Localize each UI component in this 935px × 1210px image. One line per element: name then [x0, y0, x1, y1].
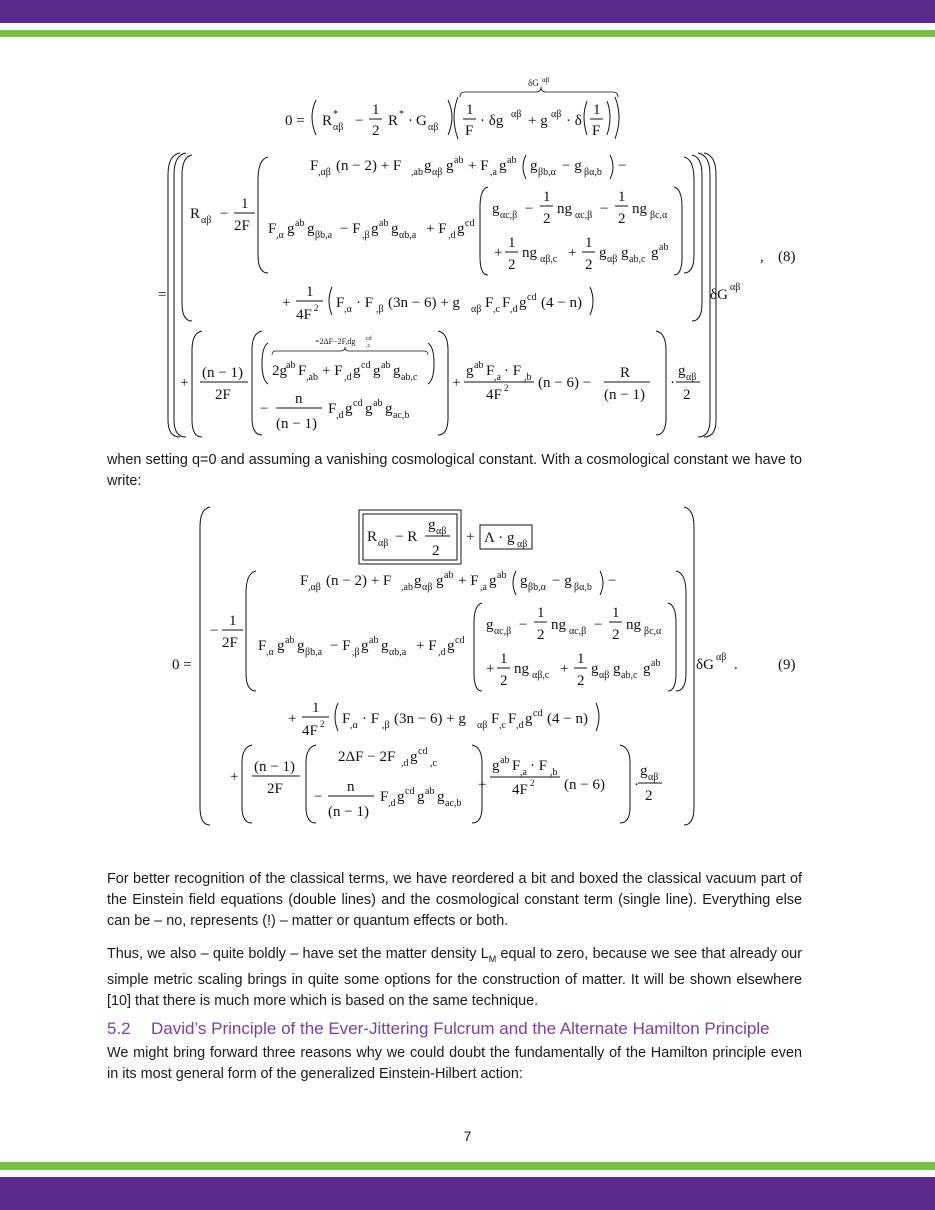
svg-text:1: 1: [577, 651, 585, 667]
svg-text:cd: cd: [418, 746, 428, 757]
eq9-period: .: [734, 657, 738, 673]
svg-text:g: g: [307, 221, 315, 237]
svg-text:1: 1: [585, 235, 593, 251]
svg-text:2F: 2F: [215, 387, 231, 403]
svg-text:cd: cd: [366, 336, 372, 342]
svg-text:ng: ng: [626, 617, 641, 633]
svg-text:g: g: [530, 158, 538, 174]
svg-text:1: 1: [229, 613, 237, 629]
svg-text:ab: ab: [373, 398, 383, 409]
svg-text:F: F: [491, 711, 500, 727]
svg-text:βb,α: βb,α: [538, 167, 556, 178]
svg-text:g: g: [613, 661, 621, 677]
svg-text:βc,α: βc,α: [650, 210, 668, 221]
svg-text:−: −: [618, 158, 627, 174]
svg-text:αβ: αβ: [378, 538, 389, 549]
svg-text:g: g: [599, 245, 607, 261]
svg-text:0 =: 0 =: [285, 113, 305, 129]
svg-text:ab: ab: [295, 218, 305, 229]
svg-text:,αβ: ,αβ: [308, 582, 321, 593]
svg-text:+: +: [568, 245, 577, 261]
svg-text:ab: ab: [659, 242, 669, 253]
section-heading: [107, 1019, 807, 1039]
svg-text:4F: 4F: [512, 782, 528, 798]
svg-text:g: g: [297, 638, 305, 654]
svg-text:αβ: αβ: [716, 652, 727, 663]
svg-text:g: g: [643, 661, 651, 677]
svg-text:αβ: αβ: [428, 122, 439, 133]
svg-text:·: ·: [408, 113, 413, 129]
svg-text:+: +: [282, 295, 291, 311]
svg-text:· δg: · δg: [480, 113, 504, 129]
eq9-delta-g: δG: [696, 657, 714, 673]
svg-text:1: 1: [543, 189, 551, 205]
svg-text:*: *: [333, 109, 338, 120]
svg-text:−: −: [594, 617, 603, 633]
paragraph-matter-density: [107, 944, 802, 1012]
svg-text:ab: ab: [379, 218, 389, 229]
paragraph-text: when setting q=0 and assuming a vanishing cosmological constant. With a cosmological constant we have to write:: [107, 452, 802, 489]
svg-text:−: −: [314, 789, 323, 805]
svg-text:1: 1: [312, 700, 320, 716]
footer-purple-bar: [0, 1177, 935, 1210]
svg-text:g: g: [519, 295, 527, 311]
svg-text:+: +: [486, 661, 495, 677]
footer-green-stripe: [0, 1162, 935, 1170]
svg-text:+ F: + F: [468, 158, 489, 174]
svg-text:− F: − F: [340, 221, 361, 237]
svg-text:,β: ,β: [352, 647, 360, 658]
svg-text:,αβ: ,αβ: [318, 167, 331, 178]
svg-text:g: g: [446, 158, 454, 174]
svg-text:ab: ab: [474, 360, 484, 371]
svg-text:,d: ,d: [388, 798, 396, 809]
svg-text:2ΔF − 2F: 2ΔF − 2F: [338, 749, 396, 765]
svg-text:cd: cd: [405, 786, 415, 797]
svg-text:F: F: [508, 711, 517, 727]
svg-text:−: −: [260, 401, 269, 417]
svg-text:g: g: [391, 221, 399, 237]
svg-text:2: 2: [683, 387, 691, 403]
svg-text:αβ: αβ: [511, 109, 522, 120]
svg-text:−: −: [600, 201, 609, 217]
svg-text:F: F: [592, 123, 601, 139]
svg-text:− g: − g: [562, 158, 582, 174]
svg-text:αc,β: αc,β: [500, 210, 518, 221]
svg-text:(n − 2) + F: (n − 2) + F: [336, 158, 402, 174]
svg-text:cd: cd: [533, 708, 543, 719]
svg-text:F: F: [310, 158, 319, 174]
svg-text:+ F: + F: [426, 221, 447, 237]
svg-text:(n − 2) + F: (n − 2) + F: [326, 573, 392, 589]
svg-text:g: g: [287, 221, 295, 237]
svg-text:ng: ng: [557, 201, 572, 217]
svg-text:ab: ab: [381, 360, 391, 371]
svg-text:0 =: 0 =: [172, 657, 192, 673]
svg-text:1: 1: [241, 196, 249, 212]
svg-text:αb,a: αb,a: [389, 647, 407, 658]
svg-text:,β: ,β: [376, 304, 384, 315]
svg-text:g: g: [499, 158, 507, 174]
svg-text:g: g: [373, 363, 381, 379]
svg-text:+: +: [466, 529, 475, 545]
svg-text:+: +: [180, 375, 189, 391]
svg-text:g: g: [381, 638, 389, 654]
svg-text:,ab: ,ab: [411, 167, 423, 178]
svg-text:+ F: + F: [322, 363, 343, 379]
svg-text:2: 2: [530, 778, 535, 788]
svg-text:cd: cd: [465, 218, 475, 229]
svg-text:−: −: [210, 623, 219, 639]
svg-text:R: R: [388, 113, 399, 129]
svg-text:g: g: [393, 363, 401, 379]
svg-text:ab: ab: [454, 155, 464, 166]
svg-text:g: g: [437, 789, 445, 805]
svg-text:·: ·: [670, 375, 675, 391]
svg-text:g: g: [424, 158, 432, 174]
svg-text:g: g: [489, 573, 497, 589]
svg-text:ab: ab: [500, 755, 510, 766]
svg-text:− g: − g: [552, 573, 572, 589]
svg-text:,a: ,a: [480, 582, 487, 593]
svg-text:g: g: [486, 617, 494, 633]
svg-text:*: *: [399, 109, 404, 120]
svg-text:F: F: [512, 758, 521, 774]
svg-text:F: F: [465, 123, 474, 139]
svg-text:ab: ab: [425, 786, 435, 797]
svg-text:ab: ab: [286, 360, 296, 371]
svg-text:2: 2: [577, 673, 585, 689]
svg-text:,d: ,d: [448, 230, 456, 241]
svg-text:ng: ng: [551, 617, 566, 633]
eq8-number: (8): [778, 249, 796, 265]
svg-text:2F: 2F: [267, 781, 283, 797]
svg-text:2: 2: [320, 719, 325, 729]
svg-text:+: +: [230, 769, 239, 785]
svg-text:αc,β: αc,β: [494, 626, 512, 637]
svg-text:4F: 4F: [296, 307, 312, 323]
svg-text:,a: ,a: [490, 167, 497, 178]
svg-text:+ F: + F: [416, 638, 437, 654]
svg-text:g: g: [345, 401, 353, 417]
svg-text:2: 2: [543, 211, 551, 227]
svg-text:g: g: [520, 573, 528, 589]
svg-text:· F: · F: [530, 758, 548, 774]
svg-text:αβ: αβ: [333, 122, 344, 133]
svg-text:ac,b: ac,b: [393, 410, 410, 421]
svg-text:αβ: αβ: [686, 372, 697, 383]
svg-text:· F: · F: [504, 363, 522, 379]
svg-text:ab,c: ab,c: [629, 254, 646, 265]
svg-text:ab: ab: [444, 570, 454, 581]
svg-text:g: g: [361, 638, 369, 654]
svg-text:1: 1: [618, 189, 626, 205]
svg-text:2: 2: [314, 303, 319, 313]
svg-text:R: R: [367, 529, 378, 545]
svg-text:ab: ab: [497, 570, 507, 581]
svg-text:F: F: [300, 573, 309, 589]
svg-text:g: g: [640, 763, 648, 779]
paragraph-recognition: [107, 869, 802, 932]
svg-text:+: +: [560, 661, 569, 677]
svg-text:αβ: αβ: [477, 720, 488, 731]
svg-text:+: +: [288, 711, 297, 727]
svg-text:,α: ,α: [350, 720, 358, 731]
svg-text:1: 1: [612, 605, 620, 621]
svg-text:1: 1: [372, 102, 380, 118]
svg-text:2: 2: [618, 211, 626, 227]
svg-text:2F: 2F: [222, 635, 238, 651]
svg-text:βb,α: βb,α: [528, 582, 546, 593]
svg-text:ng: ng: [632, 201, 647, 217]
paragraph-hamilton: [107, 1043, 802, 1085]
eq9-number: (9): [778, 657, 796, 673]
svg-text:,a: ,a: [520, 767, 527, 778]
svg-text:2: 2: [500, 673, 508, 689]
svg-text:2g: 2g: [272, 363, 287, 379]
svg-text:2: 2: [372, 123, 380, 139]
svg-text:ab: ab: [369, 635, 379, 646]
svg-text:1: 1: [537, 605, 545, 621]
svg-text:αβ: αβ: [422, 582, 433, 593]
section-number: 5.2: [107, 1019, 131, 1038]
svg-text:g: g: [365, 401, 373, 417]
svg-text:F: F: [268, 221, 277, 237]
svg-text:αβ: αβ: [517, 539, 528, 550]
svg-text:1: 1: [500, 651, 508, 667]
svg-text:· F: · F: [362, 711, 380, 727]
svg-text:F: F: [258, 638, 267, 654]
svg-text:cd: cd: [455, 635, 465, 646]
svg-text:R: R: [322, 113, 333, 129]
svg-text:g: g: [397, 789, 405, 805]
svg-text:F: F: [328, 401, 337, 417]
svg-text:n: n: [347, 779, 355, 795]
svg-text:−: −: [525, 201, 534, 217]
svg-text:g: g: [385, 401, 393, 417]
header-purple-bar: [0, 0, 935, 23]
svg-text:,α: ,α: [344, 304, 352, 315]
svg-text:,d: ,d: [438, 647, 446, 658]
svg-text:g: g: [436, 573, 444, 589]
svg-text:−: −: [220, 206, 229, 222]
svg-text:g: g: [277, 638, 285, 654]
svg-text:αβ,c: αβ,c: [532, 670, 550, 681]
svg-text:βb,a: βb,a: [305, 647, 323, 658]
svg-text:−: −: [608, 573, 617, 589]
svg-text:g: g: [492, 758, 500, 774]
svg-text:1: 1: [306, 284, 314, 300]
svg-text:δG: δG: [710, 287, 728, 303]
svg-text:F: F: [342, 711, 351, 727]
svg-text:=: =: [158, 287, 167, 303]
svg-text:F: F: [336, 295, 345, 311]
svg-text:4F: 4F: [486, 387, 502, 403]
paragraph-text: For better recognition of the classical terms, we have reordered a bit and boxed the classical vacuum part of the Einstein field equations (double lines) and the cosmological constant term (single line). Everything else can be – no, represents (!) – matter or quantum effects or both.: [107, 871, 802, 929]
svg-text:R: R: [190, 206, 201, 222]
svg-text:− R: − R: [395, 529, 418, 545]
svg-text:cd: cd: [353, 398, 363, 409]
svg-text:αβ: αβ: [471, 304, 482, 315]
svg-text:,ab: ,ab: [401, 582, 413, 593]
svg-text:(n − 1): (n − 1): [276, 416, 317, 432]
svg-text:αc,β: αc,β: [569, 626, 587, 637]
svg-text:,b: ,b: [524, 372, 532, 383]
svg-text:,d: ,d: [344, 372, 352, 383]
svg-text:+: +: [494, 245, 503, 261]
svg-text:cd: cd: [361, 360, 371, 371]
svg-text:,d: ,d: [401, 758, 409, 769]
svg-text:(n − 1): (n − 1): [328, 804, 369, 820]
svg-text:ab: ab: [507, 155, 517, 166]
svg-text:βc,α: βc,α: [644, 626, 662, 637]
svg-text:ng: ng: [522, 245, 537, 261]
svg-text:· δ: · δ: [566, 113, 582, 129]
svg-text:βα,b: βα,b: [574, 582, 592, 593]
svg-text:,c: ,c: [499, 720, 506, 731]
svg-text:· F: · F: [356, 295, 374, 311]
svg-text:(n − 6) −: (n − 6) −: [538, 375, 592, 391]
svg-text:g: g: [353, 363, 361, 379]
svg-text:(n − 1): (n − 1): [202, 365, 243, 381]
svg-text:n: n: [295, 391, 303, 407]
svg-text:1: 1: [466, 102, 474, 118]
svg-text:αβ: αβ: [607, 254, 618, 265]
svg-text:2: 2: [508, 257, 516, 273]
svg-text:,b: ,b: [550, 767, 558, 778]
svg-text:2: 2: [612, 627, 620, 643]
svg-text:R: R: [620, 365, 631, 381]
svg-text:+ g: + g: [528, 113, 548, 129]
svg-text:−: −: [355, 113, 364, 129]
svg-text:2: 2: [432, 543, 440, 559]
svg-text:(3n − 6) + g: (3n − 6) + g: [388, 295, 460, 311]
svg-text:F: F: [486, 363, 495, 379]
svg-text:ab: ab: [651, 658, 661, 669]
svg-text:βb,a: βb,a: [315, 230, 333, 241]
svg-text:(4 − n): (4 − n): [541, 295, 582, 311]
svg-text:·: ·: [634, 777, 639, 793]
svg-text:g: g: [621, 245, 629, 261]
svg-text:αβ: αβ: [599, 670, 610, 681]
svg-text:G: G: [416, 113, 427, 129]
svg-text:=2ΔF−2F,dg: =2ΔF−2F,dg: [315, 337, 356, 346]
svg-text:,ab: ,ab: [306, 372, 318, 383]
svg-text:Λ · g: Λ · g: [484, 530, 515, 546]
svg-text:− F: − F: [330, 638, 351, 654]
svg-text:g: g: [466, 363, 474, 379]
svg-text:F: F: [380, 789, 389, 805]
svg-text:2F: 2F: [234, 218, 250, 234]
svg-text:ac,b: ac,b: [445, 798, 462, 809]
svg-text:g: g: [525, 711, 533, 727]
header-green-stripe: [0, 30, 935, 37]
svg-text:g: g: [414, 573, 422, 589]
svg-text:ab,c: ab,c: [621, 670, 638, 681]
svg-text:g: g: [371, 221, 379, 237]
svg-text:,β: ,β: [382, 720, 390, 731]
svg-text:2: 2: [537, 627, 545, 643]
svg-text:(n − 6): (n − 6): [564, 777, 605, 793]
svg-text:αβ: αβ: [432, 167, 443, 178]
svg-text:g: g: [447, 638, 455, 654]
svg-text:2: 2: [585, 257, 593, 273]
svg-text:F: F: [502, 295, 511, 311]
svg-text:+: +: [452, 375, 461, 391]
svg-text:,c: ,c: [430, 758, 437, 769]
equation-9: [110, 505, 810, 830]
svg-text:αβ: αβ: [436, 526, 447, 537]
svg-text:,d: ,d: [336, 410, 344, 421]
svg-text:1: 1: [593, 102, 601, 118]
svg-text:,α: ,α: [266, 647, 274, 658]
svg-text:F: F: [485, 295, 494, 311]
svg-text:cd: cd: [527, 292, 537, 303]
svg-text:αβ,c: αβ,c: [540, 254, 558, 265]
svg-text:4F: 4F: [302, 723, 318, 739]
page-number: 7: [463, 1128, 472, 1144]
svg-text:,β: ,β: [362, 230, 370, 241]
svg-text:ab,c: ab,c: [401, 372, 418, 383]
svg-text:g: g: [651, 245, 659, 261]
svg-text:g: g: [410, 749, 418, 765]
eq8-comma: ,: [760, 249, 764, 265]
svg-text:+ F: + F: [458, 573, 479, 589]
svg-text:,d: ,d: [510, 304, 518, 315]
equation-8: [110, 75, 810, 445]
svg-text:αβ: αβ: [730, 282, 741, 293]
svg-text:g: g: [591, 661, 599, 677]
svg-text:,c: ,c: [366, 343, 371, 349]
paragraph-after-eq8: [107, 450, 802, 492]
svg-text:2: 2: [504, 383, 509, 393]
svg-text:−: −: [519, 617, 528, 633]
svg-text:αc,β: αc,β: [575, 210, 593, 221]
svg-text:+: +: [478, 777, 487, 793]
paragraph-text: Thus, we also – quite boldly – have set the matter density $L_M$ equal to zero, because we see that already our simple metric scaling brings in quite some options for the construction of matter. It will be shown elsewhere [10] that there is much more which is based on the same technique.: [107, 946, 802, 1009]
svg-text:F: F: [298, 363, 307, 379]
svg-text:,α: ,α: [276, 230, 284, 241]
svg-text:(n − 1): (n − 1): [604, 387, 645, 403]
svg-text:(4 − n): (4 − n): [547, 711, 588, 727]
svg-text:(3n − 6) + g: (3n − 6) + g: [394, 711, 466, 727]
svg-text:αβ: αβ: [551, 109, 562, 120]
paragraph-text: We might bring forward three reasons why we could doubt the fundamentally of the Hamilton principle even in its most general form of the generalized Einstein-Hilbert action:: [107, 1045, 802, 1082]
svg-text:g: g: [492, 201, 500, 217]
svg-text:g: g: [678, 363, 686, 379]
delta-g-brace-label: δG: [528, 78, 539, 88]
svg-text:αβ: αβ: [648, 772, 659, 783]
svg-text:,c: ,c: [493, 304, 500, 315]
svg-text:g: g: [417, 789, 425, 805]
svg-text:(n − 1): (n − 1): [254, 759, 295, 775]
svg-text:g: g: [428, 517, 436, 533]
svg-text:1: 1: [508, 235, 516, 251]
section-title-text: David’s Principle of the Ever-Jittering Fulcrum and the Alternate Hamilton Principle: [151, 1019, 770, 1038]
svg-text:αβ: αβ: [542, 76, 550, 84]
svg-text:ab: ab: [285, 635, 295, 646]
svg-text:,a: ,a: [494, 372, 501, 383]
svg-text:βα,b: βα,b: [584, 167, 602, 178]
svg-text:αβ: αβ: [201, 215, 212, 226]
svg-text:2: 2: [645, 788, 653, 804]
svg-text:,d: ,d: [516, 720, 524, 731]
svg-text:g: g: [457, 221, 465, 237]
svg-text:αb,a: αb,a: [399, 230, 417, 241]
svg-text:ng: ng: [514, 661, 529, 677]
